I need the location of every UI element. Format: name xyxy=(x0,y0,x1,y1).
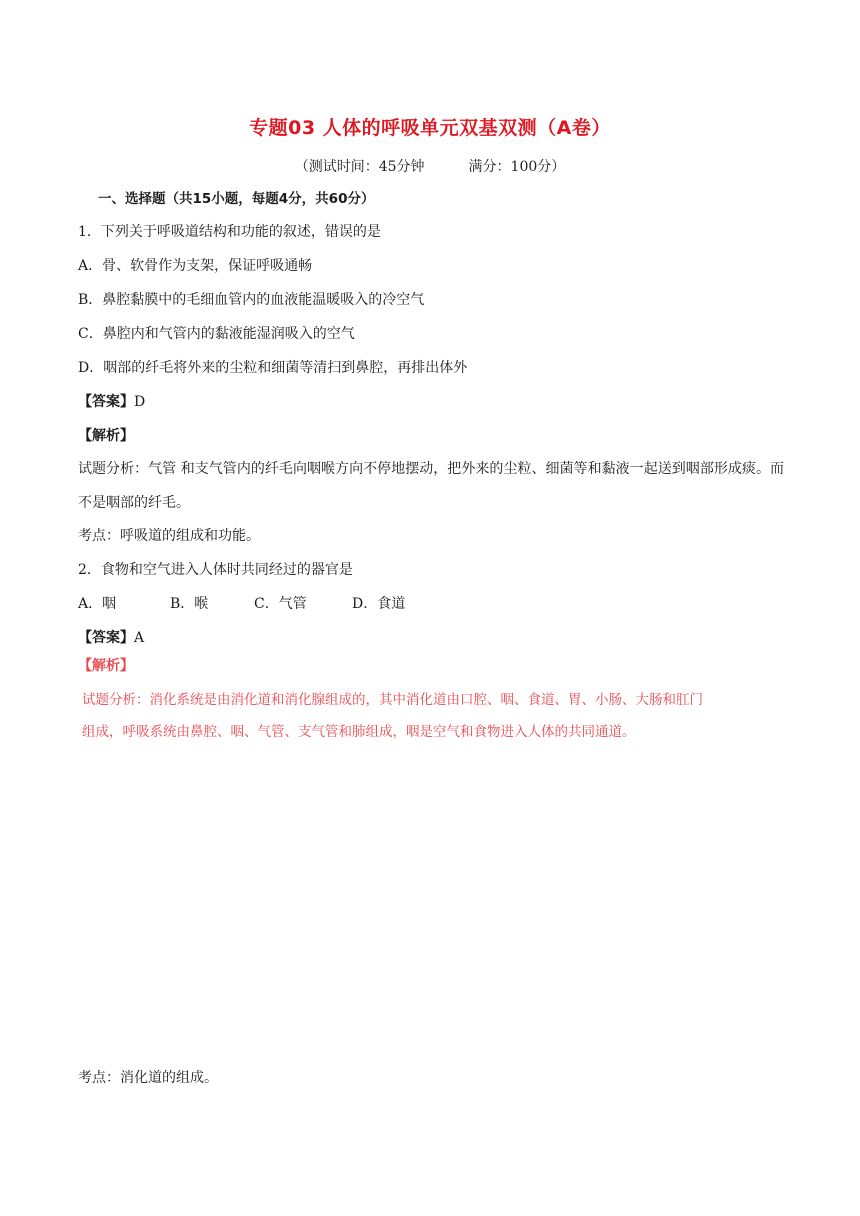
test-duration: （测试时间：45分钟 xyxy=(294,159,425,175)
section-heading: 一、选择题（共15小题，每题4分，共60分） xyxy=(98,191,375,207)
question-2-option-d: D．食道 xyxy=(352,596,406,612)
test-info xyxy=(0,156,860,176)
answer-label: 【答案】 xyxy=(78,630,134,646)
question-1-analysis-text: 试题分析：气管 和支气管内的纤毛向咽喉方向不停地摆动，把外来的尘粒、细菌等和黏液一起送到咽部形成痰。而不是咽部的纤毛。 xyxy=(78,461,784,511)
question-2-stem: 2．食物和空气进入人体时共同经过的器官是 xyxy=(78,562,353,578)
page-title: 专题03 人体的呼吸单元双基双测（A卷） xyxy=(249,117,611,139)
question-1-point: 考点：呼吸道的组成和功能。 xyxy=(78,528,260,544)
question-2-analysis-line-2: 组成，呼吸系统由鼻腔、咽、气管、支气管和肺组成，咽是空气和食物进入人体的共同通道。 xyxy=(82,724,636,740)
question-1-option-d: D．咽部的纤毛将外来的尘粒和细菌等清扫到鼻腔，再排出体外 xyxy=(78,360,468,376)
full-score: 满分：100分） xyxy=(468,159,566,175)
question-2-answer xyxy=(78,628,144,648)
answer-value: A xyxy=(134,630,145,646)
question-1-option-b: B．鼻腔黏膜中的毛细血管内的血液能温暖吸入的冷空气 xyxy=(78,292,425,308)
question-2-option-a: A．咽 xyxy=(78,596,117,612)
answer-value: D xyxy=(134,394,146,410)
question-2-point: 考点：消化道的组成。 xyxy=(78,1070,218,1086)
answer-label: 【答案】 xyxy=(78,394,134,410)
question-1-option-a: A．骨、软骨作为支架，保证呼吸通畅 xyxy=(78,258,313,274)
question-2-analysis-label: 【解析】 xyxy=(78,658,134,674)
question-2-option-b: B．喉 xyxy=(170,596,209,612)
question-2-options xyxy=(78,594,405,614)
question-2-analysis-line-1: 试题分析：消化系统是由消化道和消化腺组成的，其中消化道由口腔、咽、食道、胃、小肠、大肠和肛门 xyxy=(82,692,703,708)
question-1-stem: 1．下列关于呼吸道结构和功能的叙述，错误的是 xyxy=(78,224,381,240)
question-2-option-c: C．气管 xyxy=(254,596,307,612)
question-1-analysis-label: 【解析】 xyxy=(78,428,134,444)
question-1-answer xyxy=(78,392,145,412)
question-1-option-c: C．鼻腔内和气管内的黏液能湿润吸入的空气 xyxy=(78,326,355,342)
